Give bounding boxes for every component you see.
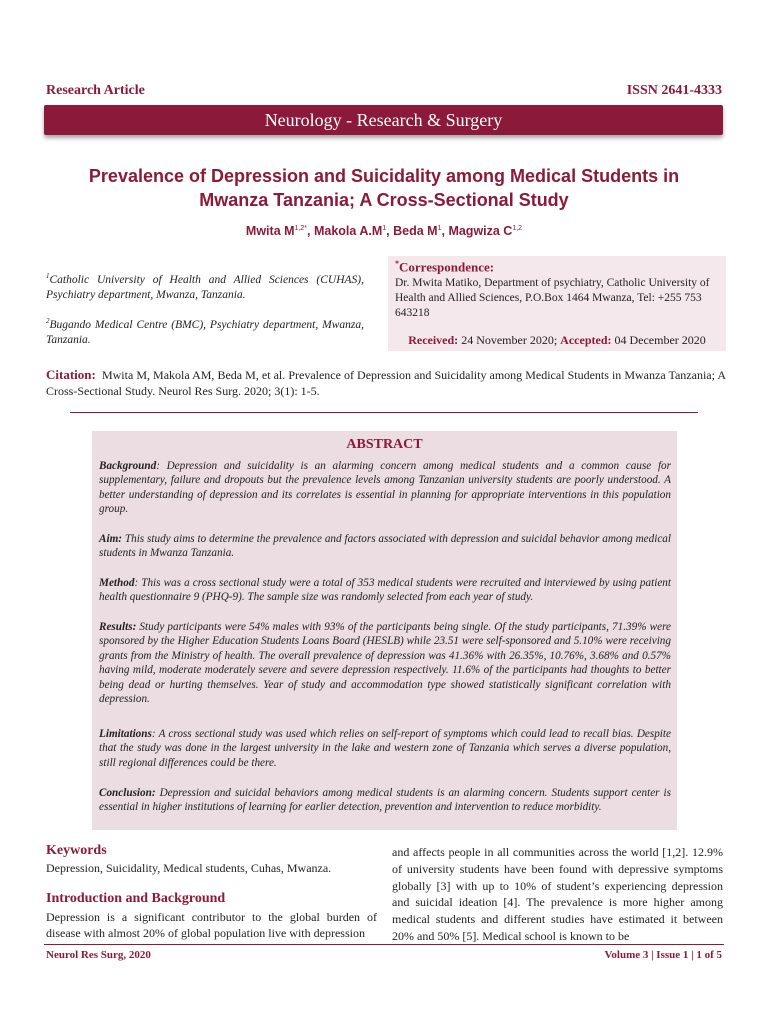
paper-title xyxy=(40,164,728,212)
abstract-limitations xyxy=(99,727,671,770)
author-name: Mwita M xyxy=(245,224,295,238)
title-line-1: Prevalence of Depression and Suicidality among Medical Students in xyxy=(88,166,680,186)
abstract-aim xyxy=(99,532,671,561)
accepted-date: 04 December 2020 xyxy=(614,333,706,347)
correspondence-label: Correspondence: xyxy=(399,259,495,275)
abstract-title: ABSTRACT xyxy=(346,437,423,452)
footer-page-info: Volume 3 | Issue 1 | 1 of 5 xyxy=(604,949,722,961)
author-sup: 1 xyxy=(437,224,442,232)
affiliation-1 xyxy=(46,269,364,303)
abstract-limitations-label: Limitations xyxy=(99,728,152,740)
affiliation-sup: 1 xyxy=(46,272,50,280)
author-sup: 1 xyxy=(382,224,387,232)
abstract-method xyxy=(99,576,671,605)
received-label: Received: xyxy=(408,333,459,347)
affiliation-sup: 2 xyxy=(46,317,50,325)
divider xyxy=(70,412,698,413)
author-sup: 1,2* xyxy=(294,224,307,232)
accepted-label: Accepted: xyxy=(560,333,612,347)
abstract-method-text: : This was a cross sectional study were a total of 353 medical students were recruited and interviewed by using patient health questionnaire 9 (PHQ-9). The sample size was randomly selected from each year of study. xyxy=(99,577,671,604)
citation-label: Citation: xyxy=(46,367,96,382)
correspondence-sup: * xyxy=(395,259,399,268)
correspondence-body: Dr. Mwita Matiko, Department of psychiatry, Catholic University of Health and Allied Sciences, P.O.Box 1464 Mwanza, Tel: +255 753 643218 xyxy=(395,277,710,319)
abstract-conclusion-label: Conclusion: xyxy=(99,787,156,799)
keywords-heading: Keywords xyxy=(46,843,107,858)
intro-paragraph: Depression is a significant contributor to the global burden of disease with almost 20% of global population live with depression xyxy=(46,910,377,940)
affiliation-text: Bugando Medical Centre (BMC), Psychiatry department, Mwanza, Tanzania. xyxy=(46,318,364,346)
correspondence-title xyxy=(395,259,494,275)
author-name: Magwiza C xyxy=(448,224,513,238)
author-name: Beda M xyxy=(393,224,438,238)
abstract-limitations-text: : A cross sectional study was used which relies on self-report of symptoms which could lead to recall bias. Despite that the study was done in the largest university in the lake and western zone of Tanzania which serves a diverse population, still regional differences could be there. xyxy=(99,728,671,769)
footer-journal: Neurol Res Surg, 2020 xyxy=(46,949,151,961)
title-line-2: Mwanza Tanzania; A Cross-Sectional Study xyxy=(199,190,569,210)
abstract-conclusion-text: Depression and suicidal behaviors among medical students is an alarming concern. Students support center is essential in higher institutions of learning for earlier detection, prevention and intervention to reduce morbidity. xyxy=(99,787,671,814)
author-sup: 1,2 xyxy=(512,224,523,232)
journal-banner: Neurology - Research & Surgery xyxy=(44,105,723,135)
abstract-results-label: Results: xyxy=(99,621,137,633)
footer-divider xyxy=(44,944,724,945)
intro-heading: Introduction and Background xyxy=(46,891,226,906)
abstract-background-text: : Depression and suicidality is an alarming concern among medical students and a common cause for supplementary, failure and dropouts but the prevalence levels among Tanzanian university students are poorly understood. A better understanding of depression and its correlates is essential in planning for appropriate interventions in this population group. xyxy=(99,460,671,516)
affiliation-text: Catholic University of Health and Allied Sciences (CUHAS), Psychiatry department, Mwanza, Tanzania. xyxy=(46,273,364,301)
abstract-aim-text: This study aims to determine the prevalence and factors associated with depression and suicidal behavior among medical students in Mwanza Tanzania. xyxy=(99,533,671,560)
affiliation-2 xyxy=(46,314,364,348)
author-list: Mwita $M^{1,2*}$, Makola $A.M^1$, Beda $M^1$, Magwiza C$^{1,2}$ xyxy=(245,224,523,238)
abstract-aim-label: Aim: xyxy=(99,533,122,545)
abstract-method-label: Method xyxy=(99,577,135,589)
citation-text: Mwita M, Makola AM, Beda M, et al. Prevalence of Depression and Suicidality among Medical Students in Mwanza Tanzania; A Cross-Sectional Study. Neurol Res Surg. 2020; 3(1): 1-5. xyxy=(46,368,727,398)
article-type-label: Research Article xyxy=(46,83,145,98)
submission-dates xyxy=(388,333,726,348)
received-date: 24 November 2020; xyxy=(461,333,558,347)
abstract-results xyxy=(99,620,671,706)
abstract-conclusion xyxy=(99,786,671,815)
abstract-results-text: Study participants were 54% males with 93% of the participants being single. Of the study participants, 71.39% were sponsored by the Higher Education Students Loans Board (HESLB) while 23.51 were self-sponsored and 5.10% were receiving grants from the Ministry of health. The overall prevalence of depression was 41.36% with 26.35%, 10.76%, 3.68% and 0.57% having mild, moderate moderately severe and severe depression respectively. 11.6% of the participants had thoughts to better being dead or hurting themselves. Year of study and accommodation type showed statistically significant correlation with depression. xyxy=(99,621,671,706)
issn-label: ISSN 2641-4333 xyxy=(626,83,722,98)
author-name: Makola A.M xyxy=(313,224,383,238)
keywords-text: Depression, Suicidality, Medical students, Cuhas, Mwanza. xyxy=(46,861,332,875)
column-2-paragraph: and affects people in all communities across the world [1,2]. 12.9% of university students have been found with depressive symptoms globally [3] with up to 10% of student’s experiencing depression and suicidal ideation [4]. The prevalence is more higher among medical students and different studies have estimated it between 20% and 50% [5]. Medical school is known to be xyxy=(392,845,723,943)
citation xyxy=(46,367,726,399)
abstract-background-label: Background xyxy=(99,460,157,472)
abstract-background xyxy=(99,459,671,517)
